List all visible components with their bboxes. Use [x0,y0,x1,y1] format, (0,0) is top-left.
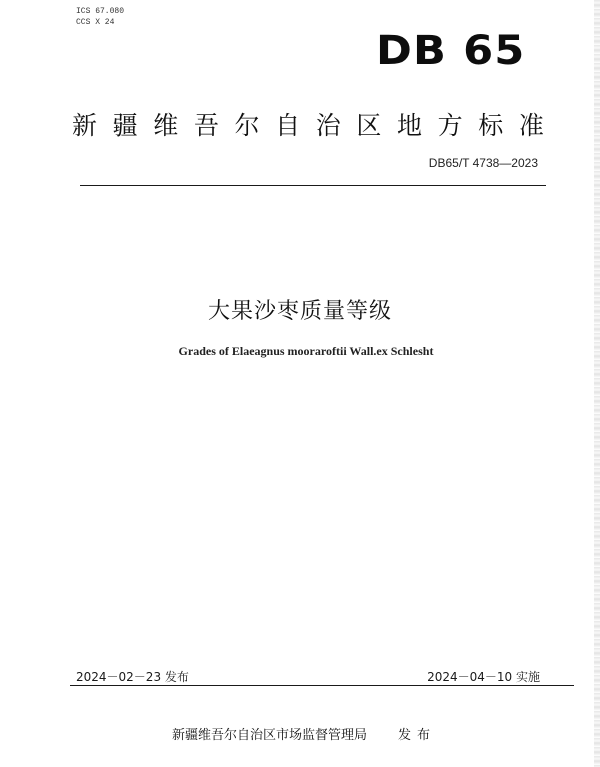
issue-date: 2024－02－23 发布 [76,670,189,684]
org-title-char: 维 [153,111,179,140]
document-title-chinese: 大果沙枣质量等级 [207,299,392,324]
document-number: DB65/T 4738—2023 [428,156,538,170]
publisher-name: 新疆维吾尔自治区市场监督管理局 [172,728,368,743]
org-title-char: 新 [72,111,98,140]
publish-label: 发布 [398,728,437,743]
scan-edge [594,0,600,767]
org-title-char: 准 [518,111,544,140]
org-title-char: 地 [397,111,423,140]
org-title-char: 疆 [112,111,138,140]
org-title-char: 方 [437,111,463,140]
ccs-code: CCS X 24 [76,18,115,27]
org-title-char: 吾 [193,111,219,140]
footer-divider [70,685,574,686]
ics-code: ICS 67.080 [76,7,125,16]
implementation-date: 2024－04－10 实施 [427,670,540,684]
org-title [72,106,544,142]
header-divider [80,185,546,186]
org-title-char: 治 [315,111,341,140]
org-title-char: 区 [356,111,382,140]
classification-codes [76,6,124,28]
standard-mark: DB 65 [376,28,526,74]
org-title-char: 标 [478,111,504,140]
org-title-char: 尔 [234,111,260,140]
org-title-char: 自 [275,111,301,140]
document-title-english: Grades of Elaeagnus mooraroftii Wall.ex Schlesht [178,344,434,358]
